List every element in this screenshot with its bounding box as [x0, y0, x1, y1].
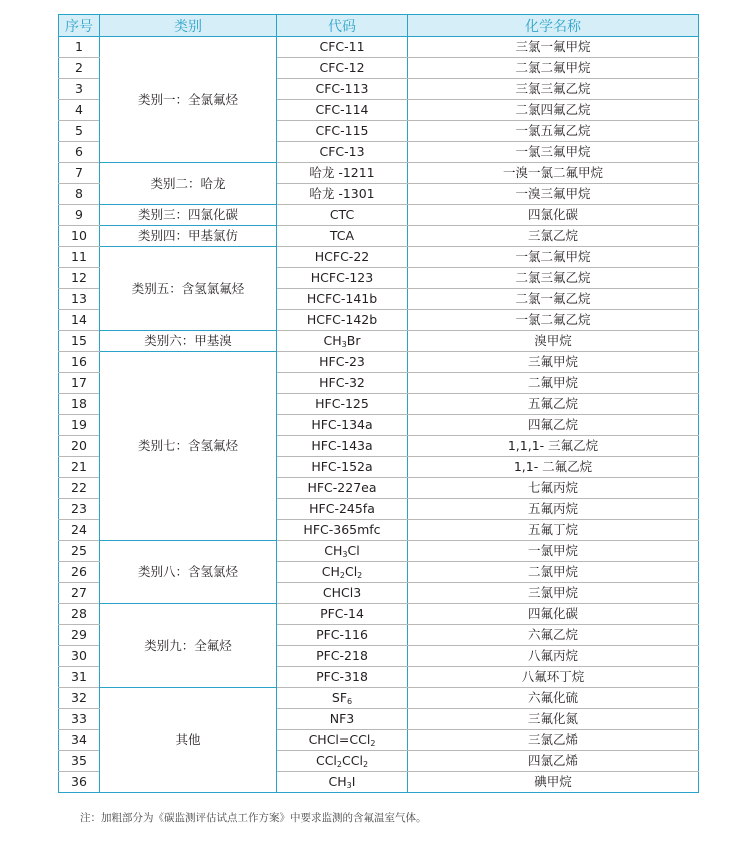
table-row: [59, 688, 699, 709]
row-number: 36: [59, 772, 100, 793]
code-cell: [277, 478, 408, 499]
row-number: 18: [59, 394, 100, 415]
code-text: HFC-134a: [311, 417, 373, 432]
code-text: CFC-11: [319, 39, 365, 54]
header-index: 序号: [59, 15, 100, 37]
row-number: 32: [59, 688, 100, 709]
code-text: HFC-143a: [311, 438, 373, 453]
chemical-name-cell: 三氟甲烷: [408, 352, 699, 373]
row-number: 25: [59, 541, 100, 562]
row-number: 2: [59, 58, 100, 79]
code-cell: [277, 394, 408, 415]
chemical-name-cell: 三氯乙烷: [408, 226, 699, 247]
row-number: 7: [59, 163, 100, 184]
code-text: PFC-14: [320, 606, 364, 621]
chemical-name-cell: 五氟丁烷: [408, 520, 699, 541]
chemical-name-cell: 二氯四氟乙烷: [408, 100, 699, 121]
chemical-name-cell: 一氯三氟甲烷: [408, 142, 699, 163]
code-cell: [277, 268, 408, 289]
code-text: Cl: [347, 543, 360, 558]
row-number: 35: [59, 751, 100, 772]
gas-table-container: [58, 14, 698, 793]
category-cell: 类别一：全氯氟烃: [100, 37, 277, 163]
code-cell: [277, 583, 408, 604]
row-number: 26: [59, 562, 100, 583]
category-cell: 类别九：全氟烃: [100, 604, 277, 688]
chemical-name-cell: 三氯甲烷: [408, 583, 699, 604]
code-cell: [277, 100, 408, 121]
row-number: 20: [59, 436, 100, 457]
code-text: HCFC-123: [310, 270, 374, 285]
code-cell: [277, 373, 408, 394]
row-number: 3: [59, 79, 100, 100]
code-text: PFC-116: [316, 627, 368, 642]
chemical-name-cell: 一氯五氟乙烷: [408, 121, 699, 142]
code-subscript: 3: [341, 340, 347, 349]
chemical-name-cell: 八氟丙烷: [408, 646, 699, 667]
code-text: HCFC-141b: [306, 291, 378, 306]
code-text: CH: [328, 774, 347, 789]
row-number: 22: [59, 478, 100, 499]
footnote: 注：加粗部分为《碳监测评估试点工作方案》中要求监测的含氟温室气体。: [80, 812, 427, 824]
row-number: 19: [59, 415, 100, 436]
code-cell: [277, 751, 408, 772]
header-chemical-name: 化学名称: [408, 15, 699, 37]
code-text: HFC-23: [319, 354, 365, 369]
code-cell: [277, 709, 408, 730]
code-text: PFC-218: [316, 648, 368, 663]
code-cell: [277, 646, 408, 667]
table-row: [59, 541, 699, 562]
row-number: 8: [59, 184, 100, 205]
code-subscript: 2: [370, 739, 376, 748]
code-cell: [277, 562, 408, 583]
code-text: CH: [324, 543, 343, 558]
code-text: Br: [346, 333, 361, 348]
chemical-name-cell: 四氟化碳: [408, 604, 699, 625]
row-number: 34: [59, 730, 100, 751]
code-cell: [277, 79, 408, 100]
row-number: 6: [59, 142, 100, 163]
code-text: CFC-113: [315, 81, 369, 96]
code-cell: [277, 58, 408, 79]
code-text: CCl: [315, 753, 337, 768]
chemical-name-cell: 五氟乙烷: [408, 394, 699, 415]
table-row: [59, 163, 699, 184]
code-text: HFC-365mfc: [303, 522, 381, 537]
row-number: 12: [59, 268, 100, 289]
code-cell: [277, 772, 408, 793]
row-number: 29: [59, 625, 100, 646]
chemical-name-cell: 1,1,1- 三氟乙烷: [408, 436, 699, 457]
category-cell: 类别七：含氢氟烃: [100, 352, 277, 541]
code-text: CCl: [342, 753, 363, 768]
code-text: 哈龙 -1301: [309, 186, 375, 201]
table-row: [59, 331, 699, 352]
code-subscript: 2: [336, 760, 342, 769]
code-text: HFC-227ea: [307, 480, 377, 495]
chemical-name-cell: 一溴三氟甲烷: [408, 184, 699, 205]
chemical-name-cell: 五氟丙烷: [408, 499, 699, 520]
code-cell: [277, 415, 408, 436]
row-number: 23: [59, 499, 100, 520]
code-text: CFC-13: [319, 144, 365, 159]
code-cell: [277, 289, 408, 310]
row-number: 33: [59, 709, 100, 730]
row-number: 14: [59, 310, 100, 331]
row-number: 10: [59, 226, 100, 247]
code-cell: [277, 37, 408, 58]
code-text: SF: [331, 690, 348, 705]
chemical-name-cell: 二氯二氟甲烷: [408, 58, 699, 79]
greenhouse-gas-table: [58, 14, 699, 793]
chemical-name-cell: 四氯化碳: [408, 205, 699, 226]
chemical-name-cell: 1,1- 二氟乙烷: [408, 457, 699, 478]
chemical-name-cell: 三氯一氟甲烷: [408, 37, 699, 58]
code-cell: [277, 604, 408, 625]
chemical-name-cell: 二氯三氟乙烷: [408, 268, 699, 289]
chemical-name-cell: 溴甲烷: [408, 331, 699, 352]
code-cell: [277, 457, 408, 478]
code-text: HFC-152a: [311, 459, 373, 474]
code-subscript: 6: [347, 697, 353, 706]
code-cell: [277, 121, 408, 142]
chemical-name-cell: 碘甲烷: [408, 772, 699, 793]
row-number: 15: [59, 331, 100, 352]
code-cell: [277, 247, 408, 268]
code-cell: [277, 184, 408, 205]
code-text: Cl: [344, 564, 358, 579]
chemical-name-cell: 四氯乙烯: [408, 751, 699, 772]
chemical-name-cell: 七氟丙烷: [408, 478, 699, 499]
category-cell: 类别二：哈龙: [100, 163, 277, 205]
code-text: CH: [321, 564, 340, 579]
code-text: HCFC-22: [314, 249, 370, 264]
row-number: 13: [59, 289, 100, 310]
code-text: HFC-245fa: [309, 501, 375, 516]
code-text: 哈龙 -1211: [309, 165, 375, 180]
code-cell: [277, 310, 408, 331]
row-number: 24: [59, 520, 100, 541]
code-subscript: 2: [339, 571, 345, 580]
code-subscript: 2: [362, 760, 369, 769]
row-number: 1: [59, 37, 100, 58]
row-number: 21: [59, 457, 100, 478]
code-subscript: 3: [346, 781, 352, 790]
code-cell: [277, 436, 408, 457]
category-cell: 类别五：含氢氯氟烃: [100, 247, 277, 331]
row-number: 31: [59, 667, 100, 688]
code-cell: [277, 625, 408, 646]
row-number: 28: [59, 604, 100, 625]
chemical-name-cell: 一氯二氟甲烷: [408, 247, 699, 268]
row-number: 16: [59, 352, 100, 373]
category-cell: 类别四：甲基氯仿: [100, 226, 277, 247]
code-cell: [277, 520, 408, 541]
category-cell: 类别三：四氯化碳: [100, 205, 277, 226]
category-cell: 类别六：甲基溴: [100, 331, 277, 352]
chemical-name-cell: 二氯一氟乙烷: [408, 289, 699, 310]
row-number: 30: [59, 646, 100, 667]
row-number: 5: [59, 121, 100, 142]
code-cell: [277, 142, 408, 163]
chemical-name-cell: 六氟乙烷: [408, 625, 699, 646]
table-row: [59, 205, 699, 226]
chemical-name-cell: 三氟化氮: [408, 709, 699, 730]
chemical-name-cell: 六氟化硫: [408, 688, 699, 709]
code-cell: [277, 205, 408, 226]
code-text: I: [351, 774, 356, 789]
code-cell: [277, 541, 408, 562]
code-subscript: 3: [342, 550, 348, 559]
code-cell: [277, 499, 408, 520]
table-row: [59, 37, 699, 58]
code-text: HFC-32: [319, 375, 365, 390]
row-number: 9: [59, 205, 100, 226]
chemical-name-cell: 八氟环丁烷: [408, 667, 699, 688]
code-text: CFC-115: [315, 123, 369, 138]
code-text: CHCl=CCl: [308, 732, 371, 747]
code-text: CHCl3: [322, 585, 362, 600]
code-text: CTC: [329, 207, 355, 222]
table-row: [59, 604, 699, 625]
category-cell: 类别八：含氢氯烃: [100, 541, 277, 604]
code-text: PFC-318: [316, 669, 368, 684]
code-text: HCFC-142b: [306, 312, 378, 327]
code-cell: [277, 331, 408, 352]
code-text: NF3: [329, 711, 355, 726]
row-number: 27: [59, 583, 100, 604]
chemical-name-cell: 三氯乙烯: [408, 730, 699, 751]
chemical-name-cell: 三氯三氟乙烷: [408, 79, 699, 100]
table-row: [59, 247, 699, 268]
chemical-name-cell: 一氯甲烷: [408, 541, 699, 562]
code-text: CH: [323, 333, 342, 348]
table-row: [59, 352, 699, 373]
chemical-name-cell: 四氟乙烷: [408, 415, 699, 436]
code-text: CFC-114: [315, 102, 369, 117]
code-subscript: 2: [357, 571, 363, 580]
code-cell: [277, 163, 408, 184]
chemical-name-cell: 二氯甲烷: [408, 562, 699, 583]
code-text: CFC-12: [319, 60, 365, 75]
code-cell: [277, 226, 408, 247]
chemical-name-cell: 二氟甲烷: [408, 373, 699, 394]
code-cell: [277, 667, 408, 688]
code-text: HFC-125: [315, 396, 369, 411]
code-cell: [277, 688, 408, 709]
code-cell: [277, 730, 408, 751]
row-number: 11: [59, 247, 100, 268]
table-body: [59, 37, 699, 793]
table-row: [59, 226, 699, 247]
header-category: 类别: [100, 15, 277, 37]
row-number: 4: [59, 100, 100, 121]
code-cell: [277, 352, 408, 373]
chemical-name-cell: 一氯二氟乙烷: [408, 310, 699, 331]
header-code: 代码: [277, 15, 408, 37]
code-text: TCA: [329, 228, 355, 243]
row-number: 17: [59, 373, 100, 394]
chemical-name-cell: 一溴一氯二氟甲烷: [408, 163, 699, 184]
category-cell: 其他: [100, 688, 277, 793]
table-header-row: [59, 15, 699, 37]
